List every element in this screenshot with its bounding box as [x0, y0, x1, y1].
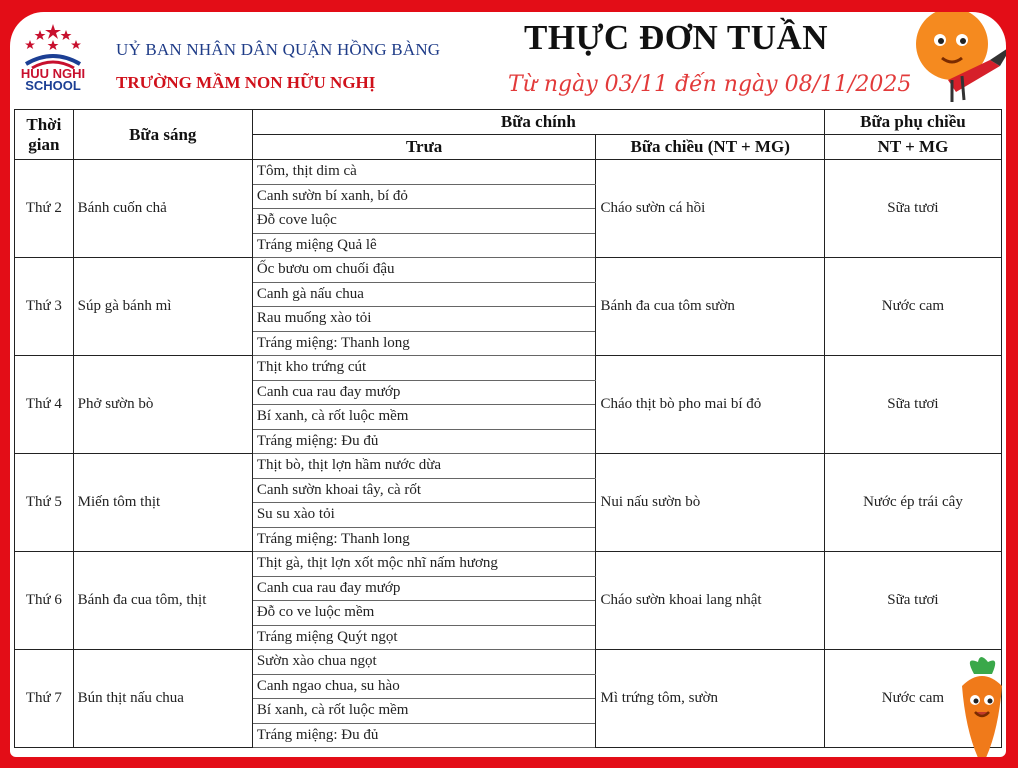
school-name: TRƯỜNG MẦM NON HỮU NGHỊ [116, 73, 376, 92]
lunch-dish-cell: Su su xào tỏi [252, 503, 596, 528]
lunch-dish-cell: Bí xanh, cà rốt luộc mềm [252, 699, 596, 724]
lunch-dish-cell: Sườn xào chua ngọt [252, 650, 596, 675]
afternoon-cell: Cháo sườn cá hồi [596, 160, 824, 258]
header-day: Thời gian [15, 110, 74, 160]
header-main-meal: Bữa chính [252, 110, 824, 135]
day-cell: Thứ 4 [15, 356, 74, 454]
carrot-mascot-icon [944, 656, 1006, 757]
day-cell: Thứ 2 [15, 160, 74, 258]
page-title: THỰC ĐƠN TUẦN [524, 18, 829, 57]
breakfast-cell: Phở sườn bò [73, 356, 252, 454]
afternoon-cell: Cháo thịt bò pho mai bí đỏ [596, 356, 824, 454]
org-name: UỶ BAN NHÂN DÂN QUẬN HỒNG BÀNG [116, 40, 441, 59]
lunch-dish-cell: Tráng miệng: Đu đủ [252, 429, 596, 454]
orange-mascot-icon [910, 12, 1006, 105]
lunch-dish-cell: Tôm, thịt dim cà [252, 160, 596, 185]
lunch-dish-cell: Tráng miệng Quả lê [252, 233, 596, 258]
day-cell: Thứ 3 [15, 258, 74, 356]
table-row [15, 454, 1002, 479]
snack-cell: Sữa tươi [824, 552, 1001, 650]
header-breakfast: Bữa sáng [73, 110, 252, 160]
breakfast-cell: Bún thịt nấu chua [73, 650, 252, 748]
lunch-dish-cell: Thịt gà, thịt lợn xốt mộc nhĩ nấm hương [252, 552, 596, 577]
menu-card [10, 12, 1006, 757]
table-row [15, 552, 1002, 577]
breakfast-cell: Bánh cuốn chả [73, 160, 252, 258]
lunch-dish-cell: Thịt kho trứng cút [252, 356, 596, 381]
afternoon-cell: Mì trứng tôm, sườn [596, 650, 824, 748]
snack-cell: Sữa tươi [824, 160, 1001, 258]
lunch-dish-cell: Bí xanh, cà rốt luộc mềm [252, 405, 596, 430]
menu-table [14, 109, 1002, 748]
lunch-dish-cell: Đỗ cove luộc [252, 209, 596, 234]
header-snack-group: NT + MG [824, 135, 1001, 160]
table-row [15, 160, 1002, 185]
lunch-dish-cell: Canh cua rau đay mướp [252, 576, 596, 601]
header-afternoon: Bữa chiều (NT + MG) [596, 135, 824, 160]
lunch-dish-cell: Canh cua rau đay mướp [252, 380, 596, 405]
logo-line1: HUU NGHI [20, 66, 86, 81]
day-cell: Thứ 7 [15, 650, 74, 748]
school-logo-text [14, 68, 92, 92]
afternoon-cell: Bánh đa cua tôm sườn [596, 258, 824, 356]
date-range: Từ ngày 03/11 đến ngày 08/11/2025 [508, 72, 912, 97]
header [10, 12, 1006, 112]
snack-cell: Nước cam [824, 258, 1001, 356]
lunch-dish-cell: Rau muống xào tỏi [252, 307, 596, 332]
lunch-dish-cell: Canh sườn bí xanh, bí đỏ [252, 184, 596, 209]
snack-cell: Sữa tươi [824, 356, 1001, 454]
breakfast-cell: Súp gà bánh mì [73, 258, 252, 356]
lunch-dish-cell: Ốc bươu om chuối đậu [252, 258, 596, 283]
breakfast-cell: Miến tôm thịt [73, 454, 252, 552]
lunch-dish-cell: Canh ngao chua, su hào [252, 674, 596, 699]
breakfast-cell: Bánh đa cua tôm, thịt [73, 552, 252, 650]
day-cell: Thứ 6 [15, 552, 74, 650]
snack-cell: Nước ép trái cây [824, 454, 1001, 552]
afternoon-cell: Cháo sườn khoai lang nhật [596, 552, 824, 650]
logo-line2: SCHOOL [25, 78, 81, 93]
lunch-dish-cell: Tráng miệng: Thanh long [252, 331, 596, 356]
header-lunch: Trưa [252, 135, 596, 160]
table-row [15, 650, 1002, 675]
snack-cell: Nước cam [824, 650, 1001, 748]
lunch-dish-cell: Thịt bò, thịt lợn hầm nước dừa [252, 454, 596, 479]
lunch-dish-cell: Canh gà nấu chua [252, 282, 596, 307]
lunch-dish-cell: Đỗ co ve luộc mềm [252, 601, 596, 626]
lunch-dish-cell: Tráng miệng: Thanh long [252, 527, 596, 552]
lunch-dish-cell: Tráng miệng Quýt ngọt [252, 625, 596, 650]
lunch-dish-cell: Canh sườn khoai tây, cà rốt [252, 478, 596, 503]
lunch-dish-cell: Tráng miệng: Đu đủ [252, 723, 596, 748]
table-row [15, 356, 1002, 381]
header-snack: Bữa phụ chiều [824, 110, 1001, 135]
table-row [15, 258, 1002, 283]
afternoon-cell: Nui nấu sườn bò [596, 454, 824, 552]
day-cell: Thứ 5 [15, 454, 74, 552]
